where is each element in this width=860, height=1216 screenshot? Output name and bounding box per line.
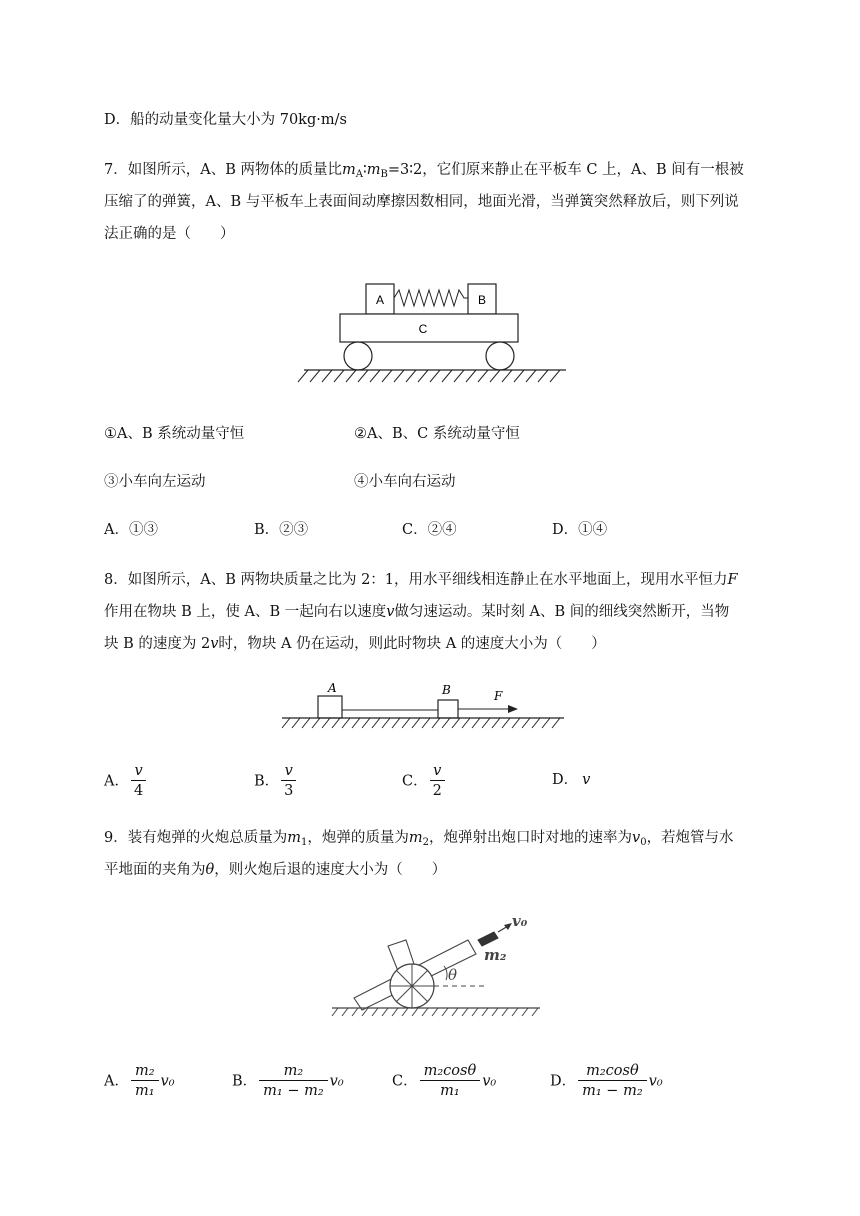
cart-c [340, 314, 518, 342]
q7-ratio-text: =3∶2，它们原来静止在平板车 C 上，A、B 间有一根被 [387, 162, 744, 178]
mass-b-symbol: m [366, 162, 381, 178]
q9-cannon-figure [328, 906, 544, 1020]
q7-stem-line2: 压缩了的弹簧，A、B 与平板车上表面间动摩擦因数相同，地面光滑，当弹簧突然释放后，则下列说 [104, 194, 739, 210]
m2-symbol: m [408, 830, 423, 846]
cannon-shell [478, 932, 498, 946]
option-value: v [582, 772, 591, 788]
block-b-label: B [442, 683, 451, 697]
q7-stem-line3: 法正确的是（ ） [104, 226, 235, 242]
fraction [281, 762, 296, 801]
q8-stem-text: 8．如图所示，A、B 两物块质量之比为 2：1，用水平细线相连静止在水平地面上，现用水平恒力 [104, 572, 728, 588]
theta-label: θ [448, 966, 458, 984]
q9-option-c[interactable] [392, 1062, 496, 1101]
q9-option-d[interactable] [550, 1062, 663, 1101]
ground-hatch [298, 370, 560, 382]
q9-option-b[interactable] [232, 1062, 344, 1101]
wheel-left [344, 342, 372, 370]
block-a-label: A [375, 293, 385, 307]
numerator: v [134, 763, 143, 779]
q7-option-c[interactable]: C．②④ [402, 522, 457, 538]
v0-symbol: v [631, 830, 641, 846]
v0-label: v₀ [512, 912, 528, 930]
option-label: C． [392, 1073, 418, 1090]
q7-statement-1: ①A、B 系统动量守恒 [104, 426, 245, 442]
cart-c-label: C [418, 322, 428, 336]
numerator: m₂ [134, 1063, 155, 1079]
m1-symbol: m [287, 830, 301, 846]
q8-blocks-figure [278, 680, 568, 732]
numerator: m₂cosθ [423, 1063, 477, 1079]
mass-b-subscript: B [380, 169, 388, 180]
v0-factor: v₀ [482, 1073, 497, 1090]
q7-cart-figure [290, 278, 580, 390]
q8-option-a[interactable] [104, 762, 148, 801]
q8-stem-text-2a: 作用在物块 B 上，使 A、B 一起向右以速度 [104, 604, 387, 620]
q7-stem-text: 7．如图所示，A、B 两物体的质量比 [104, 162, 342, 178]
q8-stem-text-3b: 时，物块 A 仍在运动，则此时物块 A 的速度大小为（ ） [218, 636, 606, 652]
v0-factor: v₀ [329, 1073, 344, 1090]
option-label: A． [104, 1073, 129, 1090]
denominator: 3 [281, 780, 296, 801]
denominator: 4 [131, 780, 146, 801]
q8-stem-line3 [104, 634, 606, 654]
velocity-symbol-2: v [210, 636, 219, 652]
fraction [578, 1062, 647, 1101]
denominator: 2 [430, 780, 445, 801]
q9-stem-text-2b: ，则火炮后退的速度大小为（ ） [214, 862, 447, 878]
wheel-right [486, 342, 514, 370]
numerator: m₂cosθ [586, 1063, 639, 1079]
denominator: m₁ − m₂ [259, 1080, 328, 1101]
q7-statement-3: ③小车向左运动 [104, 474, 206, 490]
q9-stem-line1 [104, 828, 734, 853]
q9-stem-text-2a: 平地面的夹角为 [104, 862, 206, 878]
q8-stem-text-3a: 块 B 的速度为 2 [104, 636, 211, 652]
q8-option-c[interactable] [402, 762, 447, 801]
q9-stem-text-b: ，炮弹的质量为 [307, 830, 409, 846]
ground-hatch [282, 718, 560, 728]
wheel-spokes [390, 964, 434, 1008]
velocity-symbol: v [386, 604, 395, 620]
q8-option-d[interactable] [552, 770, 590, 790]
force-label: F [494, 689, 503, 703]
v0-factor: v₀ [648, 1073, 663, 1090]
denominator: m₁ [131, 1080, 159, 1101]
fraction [259, 1062, 328, 1101]
fraction [131, 762, 146, 801]
mass-a-symbol: m [341, 162, 356, 178]
fraction [131, 1062, 159, 1101]
q6-option-d: D．船的动量变化量大小为 70kg·m/s [104, 112, 347, 128]
numerator: v [433, 763, 442, 779]
q9-stem-text-c: ，炮弹射出炮口时对地的速率为 [428, 830, 632, 846]
theta-symbol: θ [205, 862, 215, 878]
fraction [420, 1062, 481, 1101]
q8-stem-text-2b: 做匀速运动。某时刻 A、B 间的细线突然断开，当物 [394, 604, 730, 620]
mass-a-subscript: A [355, 169, 363, 180]
spring [394, 290, 468, 306]
q7-statement-4: ④小车向右运动 [354, 474, 456, 490]
velocity-arrow-head [504, 923, 512, 930]
m2-subscript: 2 [422, 837, 429, 848]
v0-factor: v₀ [160, 1073, 175, 1090]
ratio-colon: ∶ [362, 162, 367, 178]
q8-option-b[interactable] [254, 762, 298, 801]
q8-stem-line2 [104, 602, 729, 622]
q8-stem-line1 [104, 570, 738, 590]
q7-stem-line1 [104, 160, 744, 185]
q7-option-a[interactable]: A．①③ [104, 522, 158, 538]
q7-option-d[interactable]: D．①④ [552, 522, 608, 538]
option-label: D． [550, 1073, 577, 1090]
block-a-label: A [328, 681, 337, 695]
force-symbol: F [727, 572, 738, 588]
fraction [430, 762, 445, 801]
numerator: v [284, 763, 293, 779]
q7-statement-2: ②A、B、C 系统动量守恒 [354, 426, 520, 442]
block-b [438, 700, 458, 718]
option-label: D． [552, 772, 579, 788]
denominator: m₁ [420, 1080, 481, 1101]
block-a [318, 696, 342, 718]
q9-stem-line2 [104, 860, 446, 880]
numerator: m₂ [283, 1063, 304, 1079]
block-b-label: B [477, 293, 487, 307]
option-label: A． [104, 773, 129, 790]
option-label: B． [232, 1073, 258, 1090]
m1-subscript: 1 [300, 837, 308, 848]
q9-stem-text-d: ，若炮管与水 [646, 830, 734, 846]
m2-label: m₂ [484, 946, 507, 964]
q9-option-a[interactable] [104, 1062, 175, 1101]
q7-option-b[interactable]: B．②③ [254, 522, 309, 538]
v0-subscript: 0 [640, 837, 647, 848]
q9-stem-text: 9．装有炮弹的火炮总质量为 [104, 830, 288, 846]
option-label: C． [402, 773, 428, 790]
option-label: B． [254, 773, 280, 790]
denominator: m₁ − m₂ [578, 1080, 647, 1101]
force-arrow-head [508, 705, 518, 713]
